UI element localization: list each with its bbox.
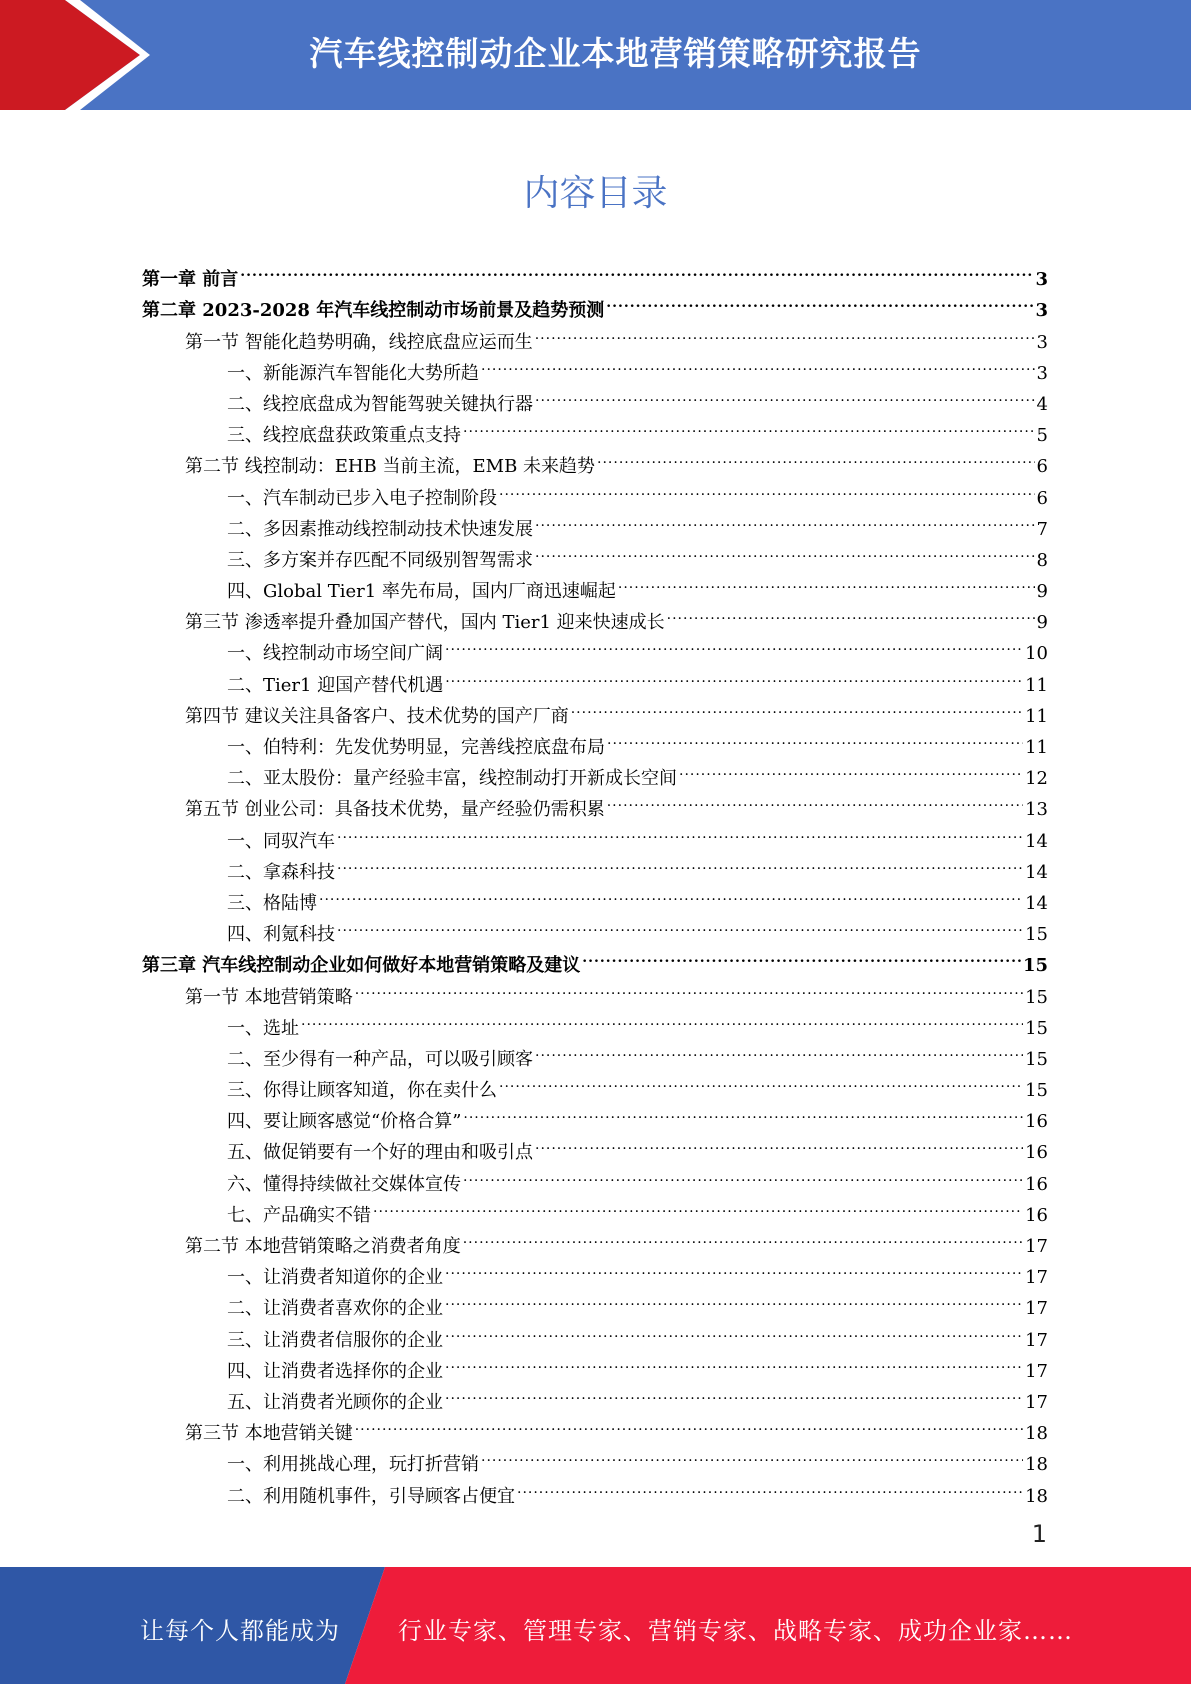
toc-dot-leader: [240, 254, 1033, 285]
toc-entry-title: 一、线控制动市场空间广阔: [227, 643, 443, 665]
toc-dot-leader: [445, 1377, 1023, 1408]
toc-dot-leader: [373, 1190, 1023, 1221]
toc-dot-leader: [618, 566, 1035, 597]
toc-entry-title: 二、Tier1 迎国产替代机遇: [227, 674, 444, 696]
toc-entry-title: 一、汽车制动已步入电子控制阶段: [227, 487, 497, 509]
report-title: 汽车线控制动企业本地营销策略研究报告: [309, 34, 922, 73]
toc-dot-leader: [445, 628, 1023, 659]
toc-entry-title: 第三章 汽车线控制动企业如何做好本地营销策略及建议: [142, 955, 581, 977]
toc-entry-title: 二、多因素推动线控制动技术快速发展: [227, 518, 533, 540]
toc-entry-title: 第三节 本地营销关键: [185, 1423, 353, 1445]
toc-dot-leader: [606, 285, 1033, 316]
toc-dot-leader: [463, 1158, 1023, 1189]
toc-entry-title: 第四节 建议关注具备客户、技术优势的国产厂商: [185, 705, 569, 727]
toc-entry-page: 4: [1036, 393, 1048, 415]
toc-entry-title: 四、让消费者选择你的企业: [227, 1360, 443, 1382]
toc-entry-page: 15: [1025, 1048, 1048, 1070]
report-header-band: [0, 0, 1191, 110]
toc-entry-page: 17: [1025, 1329, 1048, 1351]
toc-entry-page: 9: [1036, 612, 1048, 634]
toc-entry-page: 11: [1025, 705, 1048, 727]
toc-entry-page: 16: [1025, 1204, 1048, 1226]
toc-entry-page: 15: [1025, 924, 1048, 946]
toc-entry-page: 15: [1022, 955, 1048, 977]
toc-entry-title: 第一节 本地营销策略: [185, 986, 353, 1008]
toc-entry-title: 六、懂得持续做社交媒体宣传: [227, 1173, 461, 1195]
toc-entry-title: 第一节 智能化趋势明确，线控底盘应运而生: [185, 331, 533, 353]
toc-dot-leader: [445, 1314, 1023, 1345]
toc-entry[interactable]: [142, 254, 1048, 291]
toc-entry-page: 16: [1025, 1111, 1048, 1133]
toc-dot-leader: [499, 472, 1035, 503]
toc-entry-page: 7: [1036, 518, 1048, 540]
toc-entry-title: 二、利用随机事件，引导顾客占便宜: [227, 1485, 515, 1507]
toc-dot-leader: [445, 1283, 1023, 1314]
toc-dot-leader: [597, 441, 1035, 472]
toc-dot-leader: [535, 379, 1035, 410]
toc-entry-title: 五、让消费者光顾你的企业: [227, 1391, 443, 1413]
toc-dot-leader: [582, 940, 1021, 971]
footer-slogan-left: 让每个人都能成为: [140, 1617, 340, 1645]
toc-entry-page: 3: [1036, 331, 1048, 353]
toc-dot-leader: [355, 1408, 1023, 1439]
toc-dot-leader: [319, 878, 1023, 909]
toc-entry-page: 16: [1025, 1142, 1048, 1164]
toc-dot-leader: [571, 691, 1023, 722]
toc-entry-title: 三、让消费者信服你的企业: [227, 1329, 443, 1351]
toc-entry-title: 第二章 2023-2028 年汽车线控制动市场前景及趋势预测: [142, 300, 605, 322]
toc-entry-page: 13: [1025, 799, 1048, 821]
toc-dot-leader: [535, 316, 1035, 347]
toc-dot-leader: [517, 1470, 1023, 1501]
toc-entry-title: 一、新能源汽车智能化大势所趋: [227, 362, 479, 384]
toc-dot-leader: [463, 1221, 1023, 1252]
toc-dot-leader: [445, 659, 1023, 690]
toc-entry-page: 18: [1025, 1485, 1048, 1507]
toc-entry-page: 3: [1035, 300, 1048, 322]
toc-entry-page: 5: [1036, 425, 1048, 447]
toc-entry-title: 四、Global Tier1 率先布局，国内厂商迅速崛起: [227, 581, 616, 603]
toc-entry-title: 三、多方案并存匹配不同级别智驾需求: [227, 549, 533, 571]
toc-entry-page: 17: [1025, 1360, 1048, 1382]
toc-dot-leader: [607, 784, 1023, 815]
footer-banner: [0, 1567, 1191, 1684]
toc-entry-title: 五、做促销要有一个好的理由和吸引点: [227, 1142, 533, 1164]
toc-dot-leader: [535, 1127, 1023, 1158]
toc-dot-leader: [667, 597, 1035, 628]
toc-dot-leader: [535, 1034, 1023, 1065]
toc-entry-title: 七、产品确实不错: [227, 1204, 371, 1226]
toc-dot-leader: [607, 722, 1023, 753]
toc-entry-title: 二、至少得有一种产品，可以吸引顾客: [227, 1048, 533, 1070]
toc-entry-page: 16: [1025, 1173, 1048, 1195]
toc-dot-leader: [481, 1439, 1023, 1470]
chevron-arrow-icon: [0, 0, 160, 110]
toc-entry-page: 14: [1025, 892, 1048, 914]
toc-entry-page: 3: [1035, 269, 1048, 291]
toc-entry-title: 四、要让顾客感觉“价格合算”: [227, 1111, 462, 1133]
toc-dot-leader: [463, 1096, 1023, 1127]
toc-entry-title: 二、线控底盘成为智能驾驶关键执行器: [227, 393, 533, 415]
toc-entry-page: 6: [1036, 456, 1048, 478]
toc-entry-title: 一、选址: [227, 1017, 299, 1039]
toc-dot-leader: [481, 348, 1035, 379]
toc-entry-page: 15: [1025, 1080, 1048, 1102]
toc-entry-page: 15: [1025, 1017, 1048, 1039]
toc-entry-title: 第二节 本地营销策略之消费者角度: [185, 1236, 461, 1257]
toc-entry-page: 15: [1025, 986, 1048, 1008]
toc-entry-page: 18: [1025, 1454, 1048, 1476]
toc-entry-page: 3: [1036, 362, 1048, 384]
toc-dot-leader: [535, 535, 1035, 566]
toc-entry-page: 11: [1025, 737, 1048, 758]
toc-dot-leader: [301, 1003, 1023, 1034]
toc-entry-title: 四、利氪科技: [227, 924, 335, 946]
toc-entry[interactable]: [142, 285, 1048, 322]
toc-entry-page: 17: [1025, 1267, 1048, 1289]
table-of-contents: [142, 254, 1048, 1507]
toc-entry-title: 三、你得让顾客知道，你在卖什么: [227, 1080, 497, 1102]
toc-dot-leader: [499, 1065, 1023, 1096]
toc-entry-page: 12: [1025, 768, 1048, 790]
footer-slogan-right: 行业专家、管理专家、营销专家、战略专家、成功企业家……: [398, 1617, 1073, 1645]
toc-dot-leader: [535, 504, 1035, 535]
toc-entry-page: 10: [1025, 643, 1048, 665]
toc-entry-page: 17: [1025, 1298, 1048, 1320]
toc-entry-page: 6: [1036, 487, 1048, 509]
toc-entry-title: 三、格陆博: [227, 892, 317, 914]
toc-dot-leader: [445, 1346, 1023, 1377]
toc-dot-leader: [463, 410, 1035, 441]
toc-dot-leader: [445, 1252, 1023, 1283]
toc-entry-title: 一、利用挑战心理，玩打折营销: [227, 1454, 479, 1476]
toc-entry-title: 二、亚太股份：量产经验丰富，线控制动打开新成长空间: [227, 768, 677, 790]
toc-entry-title: 三、线控底盘获政策重点支持: [227, 425, 461, 447]
toc-entry-page: 11: [1025, 674, 1048, 696]
toc-entry-page: 8: [1036, 549, 1048, 571]
toc-entry-page: 14: [1025, 861, 1048, 883]
toc-entry-title: 第三节 渗透率提升叠加国产替代，国内 Tier1 迎来快速成长: [185, 612, 665, 634]
toc-entry-page: 18: [1025, 1423, 1048, 1445]
toc-entry-title: 一、伯特利：先发优势明显，完善线控底盘布局: [227, 737, 605, 758]
toc-entry-title: 一、同驭汽车: [227, 830, 335, 852]
toc-dot-leader: [679, 753, 1023, 784]
toc-entry-page: 9: [1036, 581, 1048, 603]
toc-entry-title: 一、让消费者知道你的企业: [227, 1267, 443, 1289]
toc-entry-title: 第五节 创业公司：具备技术优势，量产经验仍需积累: [185, 799, 605, 821]
toc-entry-page: 17: [1025, 1236, 1048, 1257]
toc-heading: 内容目录: [523, 173, 668, 214]
toc-entry-page: 14: [1025, 830, 1048, 852]
toc-dot-leader: [337, 909, 1023, 940]
toc-entry-title: 二、拿森科技: [227, 861, 335, 883]
toc-entry-title: 二、让消费者喜欢你的企业: [227, 1298, 443, 1320]
toc-dot-leader: [337, 847, 1023, 878]
toc-entry-title: 第一章 前言: [142, 269, 239, 291]
toc-entry-title: 第二节 线控制动：EHB 当前主流，EMB 未来趋势: [185, 456, 596, 478]
toc-dot-leader: [355, 971, 1023, 1002]
toc-dot-leader: [337, 815, 1023, 846]
toc-entry-page: 17: [1025, 1391, 1048, 1413]
page-number: 1: [1031, 1520, 1047, 1548]
